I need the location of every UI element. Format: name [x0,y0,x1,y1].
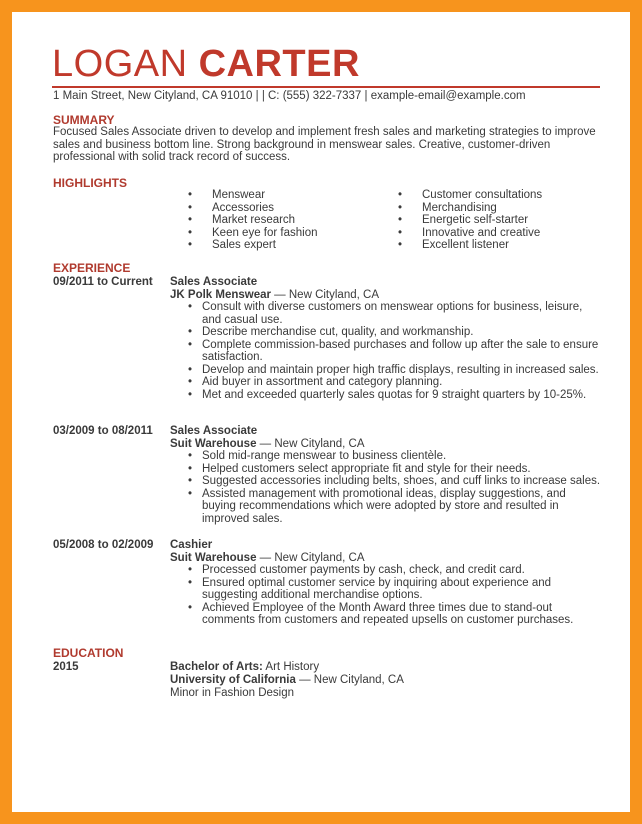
job-entry [170,539,602,627]
list-item: • Sales expert [184,239,318,252]
job-title: Cashier [170,539,213,551]
list-item: • Suggested accessories including belts, shoes, and cuff links to increase sales. [170,475,602,488]
job-bullets [170,564,602,627]
list-item: • Helped customers select appropriate fit and style for their needs. [170,463,602,476]
education-heading: EDUCATION [53,646,124,660]
list-item: • Assisted management with promotional ideas, display suggestions, and buying recommendations which were adopted by store and resulted in improved sales. [170,488,602,526]
job-dates: 09/2011 to Current [53,276,153,288]
summary-heading: SUMMARY [53,113,115,127]
list-item: • Ensured optimal customer service by inquiring about experience and suggesting additional merchandise options. [170,577,602,602]
header-rule [52,86,600,88]
candidate-name [52,42,360,86]
minor: Minor in Fashion Design [170,687,295,699]
job-entry [170,425,602,525]
job-bullets [170,450,602,525]
list-item: • Merchandising [394,202,542,215]
job-company: Suit Warehouse [170,551,257,564]
job-dates: 03/2009 to 08/2011 [53,425,153,437]
job-company: Suit Warehouse [170,437,257,450]
job-location: — New Cityland, CA [256,437,365,450]
list-item: • Energetic self-starter [394,214,542,227]
experience-heading: EXPERIENCE [53,261,131,275]
job-title: Sales Associate [170,425,258,437]
list-item: • Describe merchandise cut, quality, and workmanship. [170,326,602,339]
list-item: • Accessories [184,202,318,215]
first-name: LOGAN [52,43,188,85]
highlights-list-left [184,189,318,252]
list-item: • Aid buyer in assortment and category planning. [170,376,602,389]
job-dates: 05/2008 to 02/2009 [53,539,154,551]
job-bullets [170,301,602,401]
list-item: • Sold mid-range menswear to business clientèle. [170,450,602,463]
list-item: • Consult with diverse customers on menswear options for business, leisure, and casual use. [170,301,602,326]
last-name: CARTER [198,43,360,85]
list-item: • Menswear [184,189,318,202]
highlights-heading: HIGHLIGHTS [53,176,127,190]
highlights-list-right [394,189,542,252]
list-item: • Market research [184,214,318,227]
education-entry [170,661,404,700]
list-item: • Innovative and creative [394,227,542,240]
education-year: 2015 [53,661,79,673]
list-item: • Complete commission-based purchases and follow up after the sale to ensure satisfaction. [170,339,602,364]
list-item: • Excellent listener [394,239,542,252]
school-location: — New Cityland, CA [295,674,404,686]
job-location: — New Cityland, CA [270,288,379,301]
job-company: JK Polk Menswear [170,288,271,301]
list-item: • Develop and maintain proper high traffic displays, resulting in increased sales. [170,364,602,377]
list-item: • Processed customer payments by cash, check, and credit card. [170,564,602,577]
list-item: • Customer consultations [394,189,542,202]
list-item: • Achieved Employee of the Month Award three times due to stand-out comments from customers and repeated upsells on customer purchases. [170,602,602,627]
degree-field: Art History [262,661,320,673]
summary-text: Focused Sales Associate driven to develop and implement fresh sales and marketing strategies to improve sales and business bottom line. Strong background in menswear sales. Creative, customer-driven professional with solid track record of success. [53,126,596,163]
school: University of California [170,674,296,686]
job-title: Sales Associate [170,276,258,288]
list-item: • Met and exceeded quarterly sales quotas for 9 straight quarters by 10-25%. [170,389,602,402]
degree: Bachelor of Arts: [170,661,263,673]
list-item: • Keen eye for fashion [184,227,318,240]
contact-line: 1 Main Street, New Cityland, CA 91010 | | C: (555) 322-7337 | example-email@example.com [53,90,526,102]
job-entry [170,276,602,401]
job-location: — New Cityland, CA [256,551,365,564]
